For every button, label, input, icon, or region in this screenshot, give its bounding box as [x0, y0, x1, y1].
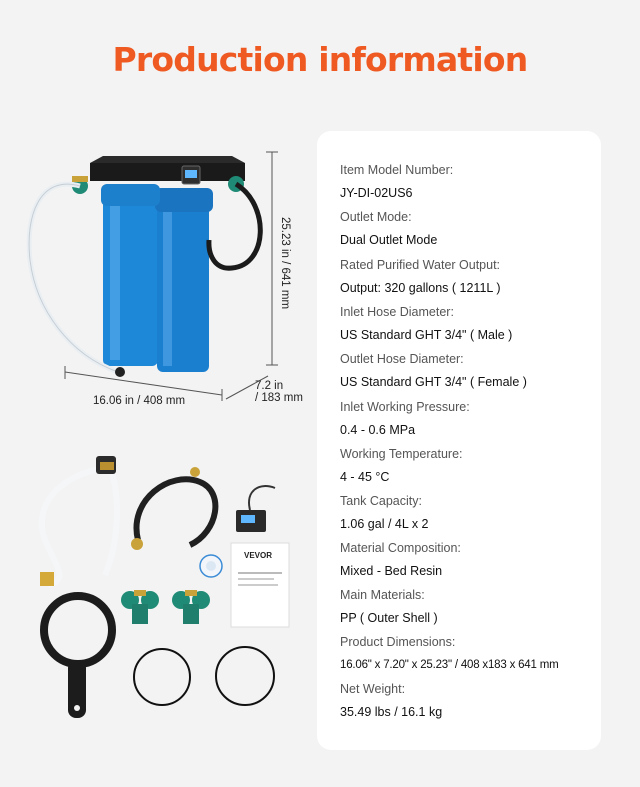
spec-model-number	[340, 159, 598, 205]
spec-value: US Standard GHT 3/4" ( Male )	[340, 328, 513, 342]
y-splitter-right	[172, 590, 210, 624]
spec-tank-capacity	[340, 490, 598, 536]
width-dimension-label: 16.06 in / 408 mm	[93, 395, 186, 407]
spec-net-weight	[340, 678, 598, 724]
o-ring-small	[134, 649, 190, 705]
spec-value: PP ( Outer Shell )	[340, 611, 438, 625]
spec-value: 4 - 45 °C	[340, 470, 390, 484]
page-title: Production information	[112, 40, 528, 79]
height-dimension-label: 25.23 in / 641 mm	[279, 217, 291, 310]
outlet-hose	[209, 184, 260, 268]
spec-label: Tank Capacity:	[340, 494, 422, 508]
o-ring-large	[216, 647, 274, 705]
spec-card	[317, 131, 601, 750]
spec-outlet-hose	[340, 348, 598, 394]
housing-wrench	[44, 596, 112, 718]
depth-dimension-label-1: 7.2 in	[255, 380, 284, 392]
spec-label: Inlet Hose Diameter:	[340, 305, 454, 319]
spec-label: Product Dimensions:	[340, 635, 456, 649]
spec-label: Outlet Hose Diameter:	[340, 352, 464, 366]
spec-value: 16.06" x 7.20" x 25.23" / 408 x183 x 641 mm	[340, 659, 559, 671]
spec-main-materials	[340, 584, 598, 630]
y-splitter-left	[121, 590, 159, 624]
spec-outlet-mode	[340, 206, 598, 252]
mounting-bracket	[90, 163, 245, 181]
spec-material-composition	[340, 537, 598, 583]
spec-label: Inlet Working Pressure:	[340, 400, 470, 414]
spec-value: Mixed - Bed Resin	[340, 564, 443, 578]
spec-label: Outlet Mode:	[340, 210, 412, 224]
spec-value: 1.06 gal / 4L x 2	[340, 517, 429, 531]
bracket-top	[90, 156, 245, 163]
spec-working-temperature	[340, 443, 598, 489]
spec-label: Rated Purified Water Output:	[340, 258, 501, 272]
spec-value: 0.4 - 0.6 MPa	[340, 423, 416, 437]
spec-value: Dual Outlet Mode	[340, 233, 438, 247]
manual-brand-logo: VEVOR	[244, 551, 273, 560]
spec-value: 35.49 lbs / 16.1 kg	[340, 705, 443, 719]
spec-value: Output: 320 gallons ( 1211L )	[340, 281, 501, 295]
spec-value: US Standard GHT 3/4" ( Female )	[340, 375, 527, 389]
white-hose-accessory	[42, 468, 110, 585]
spec-inlet-hose	[340, 301, 598, 347]
spec-label: Main Materials:	[340, 588, 425, 602]
depth-dimension-label-2: / 183 mm	[255, 392, 303, 404]
spec-label: Item Model Number:	[340, 163, 454, 177]
spec-value: JY-DI-02US6	[340, 186, 413, 200]
spec-label: Net Weight:	[340, 682, 406, 696]
spec-rated-output	[340, 254, 598, 300]
spec-product-dimensions	[340, 631, 598, 677]
spec-label: Material Composition:	[340, 541, 461, 555]
spec-inlet-pressure	[340, 396, 598, 442]
black-hose-accessory	[136, 479, 215, 545]
spec-label: Working Temperature:	[340, 447, 463, 461]
